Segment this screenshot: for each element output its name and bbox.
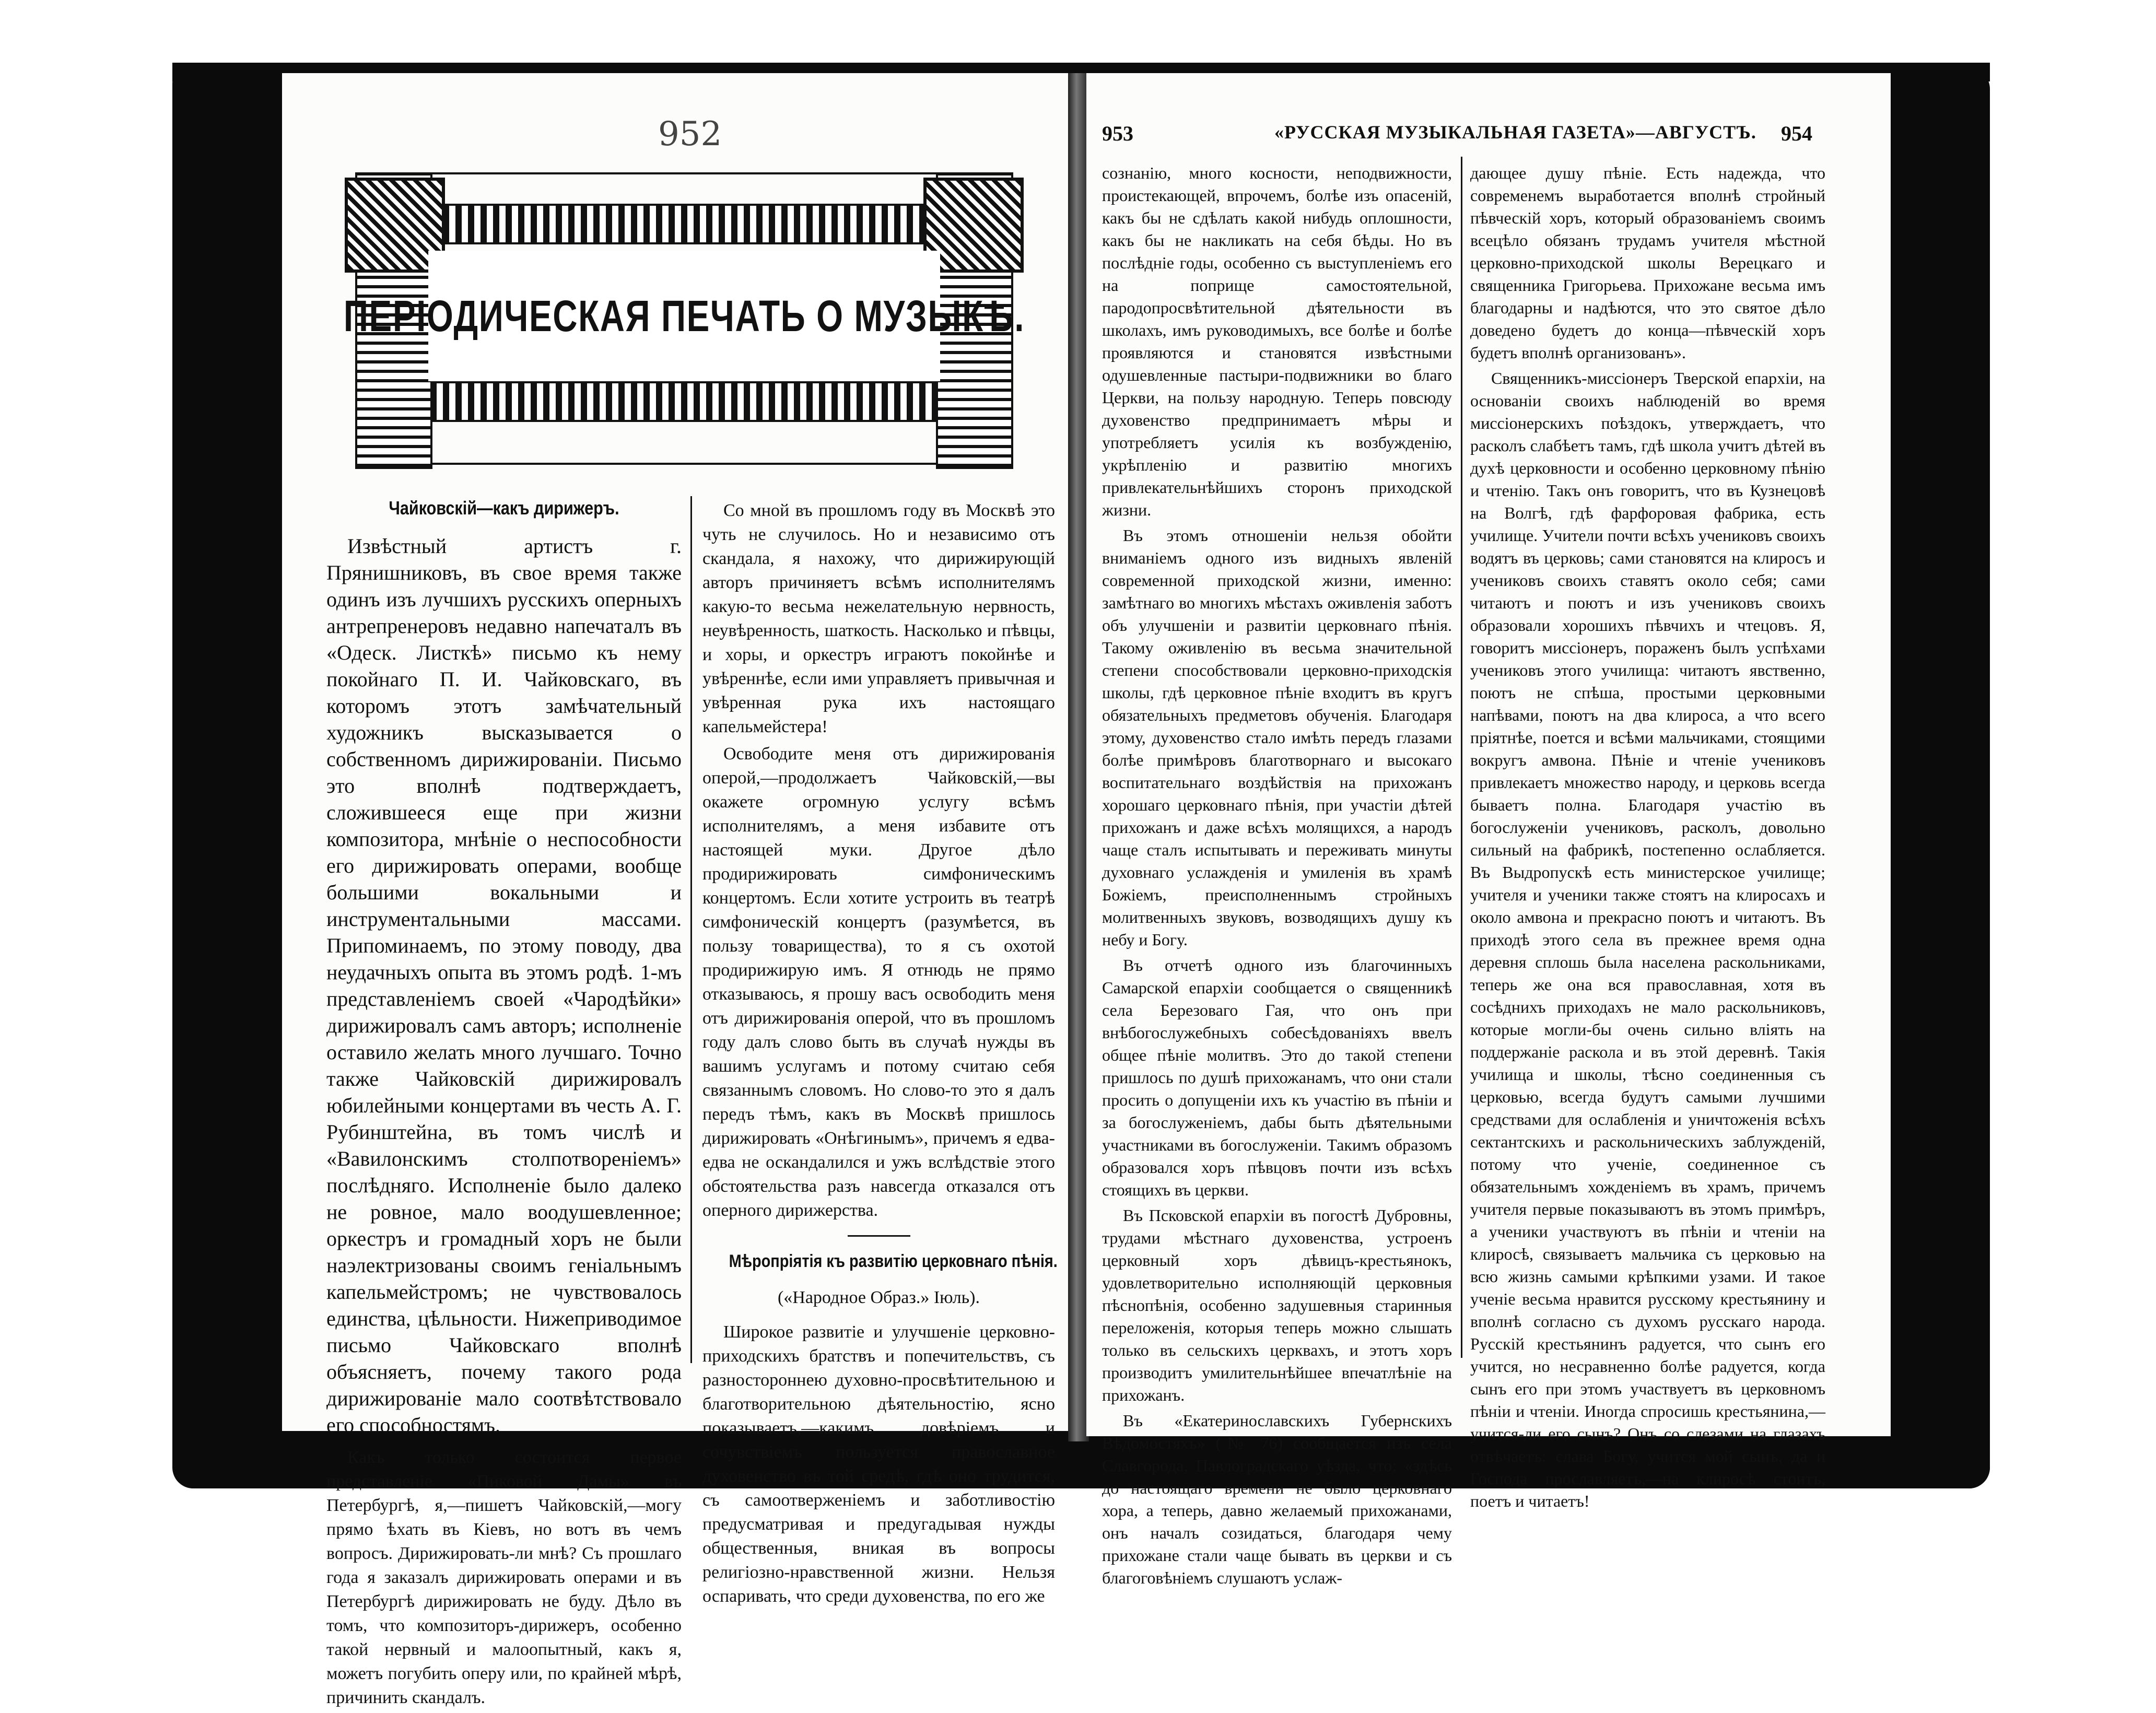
article-paragraph: дающее душу пѣніе. Есть надежда, что современемъ выработается вполнѣ стройный пѣвческій хоръ, который образованіемъ своимъ всецѣло обязанъ трудамъ учителя мѣстной церковно-приходской школы Верецкаго и священника Григорьева. Прихожане весьма имъ благодарны и надѣются, что это святое дѣло доведено будетъ до конца—пѣвческій хоръ будетъ вполнѣ организованъ».: [1470, 163, 1825, 362]
left-column-1: [326, 496, 682, 1713]
right-column-1: [1102, 162, 1452, 1592]
ornamental-banner: [343, 172, 1025, 465]
section-rule: [848, 1235, 910, 1237]
letter-paragraph: Освободите меня отъ дирижированія оперой,—продолжаетъ Чайковскій,—вы окажете огромную услугу всѣмъ исполнителямъ, а меня избавите отъ настоящей муки. Другое дѣло продирижировать симфоническимъ концертомъ. Если хотите устроить въ театрѣ симфоническій концертъ (разумѣется, въ пользу товарищества), то я съ охотой продирижирую имъ. Я отнюдь не прямо отказываюсь, я прошу васъ освободить меня отъ дирижированія оперой, что въ прошломъ году далъ слово быть въ случаѣ нужды въ вашимъ услугамъ и потому считаю себя связаннымъ словомъ. Но слово-то это я далъ передъ тѣмъ, какъ въ Москвѣ пришлось дирижировать «Онѣгинымъ», причемъ я едва-едва не оскандалился и ужъ вслѣдствіе этого обстоятельства разъ навсегда отказался отъ оперного дирижерства.: [702, 744, 1055, 1220]
article-paragraph: Въ «Екатеринославскихъ Губернскихъ Вѣдомостяхъ» (№ 76) сообщается изъ села Славгорода, Павлоградскаго уѣзда, что: «здѣсь до настоящаго времени не было церковнаго хора, а теперь, давно желаемый прихожанами, онъ началъ созидаться, благодаря чему прихожане стали чаще бывать въ церкви и съ благоговѣніемъ слушаютъ услаж-: [1102, 1411, 1452, 1587]
right-column-2: [1470, 162, 1825, 1516]
banner-band-bottom: [355, 381, 1013, 422]
article-heading-tchaikovsky: Чайковскій—какъ дирижеръ.: [389, 497, 619, 519]
book-edge-left: [172, 63, 292, 1462]
handwritten-page-number: 952: [658, 115, 722, 154]
column-divider-right: [1461, 157, 1462, 1358]
article-paragraph: Въ Псковской епархіи въ погостѣ Дубровны, трудами мѣстнаго духовенства, устроенъ церковный хоръ дѣвицъ-крестьянокъ, удовлетворительно исполняющій церковныя пѣснопѣнія, особенно задушевныя старинныя переложенія, которыя теперь можно слышать только въ сельскихъ церквахъ, и этотъ хоръ производитъ умилительнѣйшее впечатлѣніе на прихожанъ.: [1102, 1206, 1452, 1404]
article-body-tchaikovsky: [326, 533, 682, 1438]
letter-quote-paragraph: Какъ только состоится первое представленіе «Пиковой Дамы» въ Петербургѣ, я,—пишетъ Чайковскій,—могу прямо ѣхать въ Кіевъ, но вотъ въ чемъ вопросъ. Дирижировать-ли мнѣ? Съ прошлаго года я заказалъ дирижировать операми и въ Петербургѣ дирижировать не буду. Дѣло въ томъ, что композиторъ-дирижеръ, особенно такой нервный и малоопытный, какъ я, можетъ погубить оперу или, по крайней мѣрѣ, причинить скандалъ.: [326, 1448, 682, 1707]
banner-band-top: [355, 204, 1013, 244]
left-column-2: [702, 499, 1058, 1612]
page-number-954: 954: [1781, 122, 1812, 145]
article-heading-church-singing: Мѣропріятія къ развитію церковнаго пѣнія.: [729, 1251, 1058, 1271]
article-paragraph: Широкое развитіе и улучшеніе церковно-приходскихъ братствъ и попечительствъ, съ разностороннею духовно-просвѣтительною и благотворительною дѣятельностію, ясно показываетъ,—какимъ довѣріемъ и сочувствіемъ пользуется православное духовенство въ той средѣ, гдѣ оно трудится, съ самоотверженіемъ и заботливостію предусматривая и предугадывая нужды общественныя, вникая въ вопросы религіозно-нравственной жизни. Нельзя оспаривать, что среди духовенства, по его же: [702, 1322, 1055, 1606]
article-paragraph: Священникъ-миссіонеръ Тверской епархіи, на основаніи своихъ наблюденій во время миссіонерскихъ поѣздокъ, утверждаетъ, что расколъ слабѣетъ тамъ, гдѣ школа учитъ дѣтей въ духѣ церковности и особенно церковному пѣнію и чтенію. Такъ онъ говоритъ, что въ Кузнецовѣ на Волгѣ, гдѣ фарфоровая фабрика, есть училище. Учители почти всѣхъ учениковъ своихъ водятъ въ церковь; сами становятся на клиросъ и учениковъ своихъ ставятъ около себя; сами читаютъ и поютъ и изъ учениковъ своихъ образовали хорошихъ пѣвчихъ и чтецовъ. Я, говоритъ миссіонеръ, пораженъ былъ успѣхами учениковъ этого училища: читаютъ явственно, поютъ не спѣша, простыми церковными напѣвами, поютъ на два клироса, а что всего пріятнѣе, поется и всѣми мальчиками, стоящими вокругъ амвона. Пѣніе и чтеніе учениковъ привлекаетъ множество народу, и церковь всегда бываетъ полна. Благодаря участію въ богослуженіи учениковъ, расколъ, довольно сильный на фабрикѣ, постепенно ослабляется. Въ Выдропускѣ есть министерское училище; учителя и ученики также стоятъ на клиросахъ и около амвона и прекрасно поютъ и читаютъ. Въ приходѣ этого села въ прежнее время одна деревня сплошь была населена раскольниками, теперь же она вся православная, хотя въ сосѣднихъ приходахъ не мало раскольниковъ, которые могли-бы очень сильно вліять на поддержаніе раскола и въ этой деревнѣ. Такія училища и школы, тѣсно соединенныя съ церковью, всегда будутъ самыми лучшими средствами для ослабленія и уничтоженія всѣхъ сектантскихъ и раскольническихъ заблужденій, потому что ученіе, соединенное съ обязательнымъ хожденіемъ въ храмъ, причемъ учителя первые показываютъ въ этомъ примѣръ, а ученики участвуютъ въ пѣніи и чтеніи на клиросѣ, связываетъ мальчика съ церковью на всю жизнь самыми крѣпкими узами. И такое ученіе весьма нравится русскому крестьянину и вполнѣ согласно съ духомъ русскаго народа. Русскій крестьянинъ радуется, что сынъ его учится, но несравненно болѣе радуется, когда сынъ его при этомъ участвуетъ въ церковномъ пѣніи и чтеніи. Иногда спросишь крестьянина,—учится-ли его сынъ? Онъ со слезами на глазахъ отвѣчаетъ: слава Богу, учится мой сынъ, да и Господа прославляетъ,—на клиросѣ стоитъ, поетъ и читаетъ!: [1470, 369, 1825, 1510]
article-paragraph: Извѣстный артистъ г. Прянишниковъ, въ свое время также одинъ изъ лучшихъ русскихъ оперныхъ антрепренеровъ недавно напечаталъ въ «Одеск. Листкѣ» письмо къ нему покойнаго П. И. Чайковскаго, въ которомъ этотъ замѣчательный художникъ высказывается о собственномъ дирижированіи. Письмо это вполнѣ подтверждаетъ, сложившееся еще при жизни композитора, мнѣніе о неспособности его дирижировать операми, вообще большими вокальными и инструментальными массами. Припоминаемъ, по этому поводу, два неудачныхъ опыта въ этомъ родѣ. 1-мъ представленіемъ своей «Чародѣйки» дирижировалъ самъ авторъ; исполненіе оставило желать много лучшаго. Точно также Чайковскій дирижировалъ юбилейными концертами въ честь А. Г. Рубинштейна, въ томъ числѣ и «Вавилонскимъ столпотвореніемъ» послѣдняго. Исполненіе было далеко не ровное, мало воодушевленное; оркестръ и громадный хоръ не были наэлектризованы своимъ геніальнымъ капельмейстромъ; не чувствовалось единства, цѣльности. Нижеприводимое письмо Чайковскаго вполнѣ объясняетъ, почему такого рода дирижированіе мало соотвѣтствовало его способностямъ.: [326, 534, 682, 1437]
banner-title-area: [343, 251, 1025, 381]
article-paragraph: Въ этомъ отношеніи нельзя обойти вниманіемъ одного изъ видныхъ явленій современной приходской жизни, именно: замѣтнаго во многихъ мѣстахъ оживленія заботъ объ улучшеніи и развитіи церковнаго пѣнія. Такому оживленію въ весьма значительной степени способствовали церковно-приходскія школы, гдѣ церковное пѣніе входитъ въ кругъ обязательныхъ предметовъ обученія. Благодаря этому, духовенство стало имѣть передъ глазами болѣе примѣровъ благотворнаго и высокаго воспитательнаго воздѣйствія на прихожанъ хорошаго церковнаго пѣнія, при участіи дѣтей прихожанъ и даже всѣхъ молящихся, а народъ чаще сталъ испытывать и переживать минуты духовнаго услажденія и умиленія въ храмѣ Божіемъ, преисполненнымъ стройныхъ молитвенныхъ звуковъ, возводящихъ душу къ небу и Богу.: [1102, 526, 1452, 949]
column-divider-left: [690, 496, 692, 1363]
letter-paragraph: Со мной въ прошломъ году въ Москвѣ это чуть не случилось. Но и независимо отъ скандала, я нахожу, что дирижирующій авторъ причиняетъ всѣмъ исполнителямъ какую-то весьма нежелательную нервность, неувѣренность, шаткость. Насколько и пѣвцы, и хоры, и оркестръ играютъ покойнѣе и увѣреннѣе, если ими управляетъ привычная и увѣренная рука ихъ настоящаго капельмейстера!: [702, 501, 1055, 736]
article-paragraph: сознанію, много косности, неподвижности, проистекающей, впрочемъ, болѣе изъ опасеній, какъ бы не сдѣлать какой нибудь оплошности, какъ бы не накликать на себя бѣды. Но въ послѣдніе годы, особенно съ выступленіемъ его на поприще самостоятельной, пародопросвѣтительной дѣятельности въ школахъ, имъ руководимыхъ, все болѣе и болѣе проявляются и становятся извѣстными одушевленные пастыри-подвижники во благо Церкви, на пользу народную. Теперь повсюду духовенство предпринимаетъ мѣры и употребляетъ усилія къ возбужденію, укрѣпленію и развитію многихъ привлекательнѣйшихъ сторонъ приходской жизни.: [1102, 163, 1452, 519]
section-title: ПЕРІОДИЧЕСКАЯ ПЕЧАТЬ О МУЗЫКѢ.: [343, 291, 1025, 341]
running-title: «РУССКАЯ МУЗЫКАЛЬНАЯ ГАЗЕТА»—АВГУСТЪ.: [1274, 122, 1756, 143]
book-gutter: [1068, 73, 1089, 1441]
article-source: («Народное Образ.» Іюль).: [777, 1288, 980, 1307]
page-number-953: 953: [1102, 122, 1133, 145]
article-paragraph: Въ отчетѣ одного изъ благочинныхъ Самарской епархіи сообщается о священникѣ села Березоваго Гая, что онъ при внѣбогослужебныхъ собесѣдованіяхъ ввелъ общее пѣніе молитвъ. Это до такой степени пришлось по душѣ прихожанамъ, что они стали просить о допущеніи ихъ къ участію въ пѣніи и за богослуженіемъ, дабы быть дѣятельными участниками въ богослуженіи. Такимъ образомъ образовался хоръ пѣвцовъ почти изъ всѣхъ стоящихъ въ церкви.: [1102, 956, 1452, 1199]
